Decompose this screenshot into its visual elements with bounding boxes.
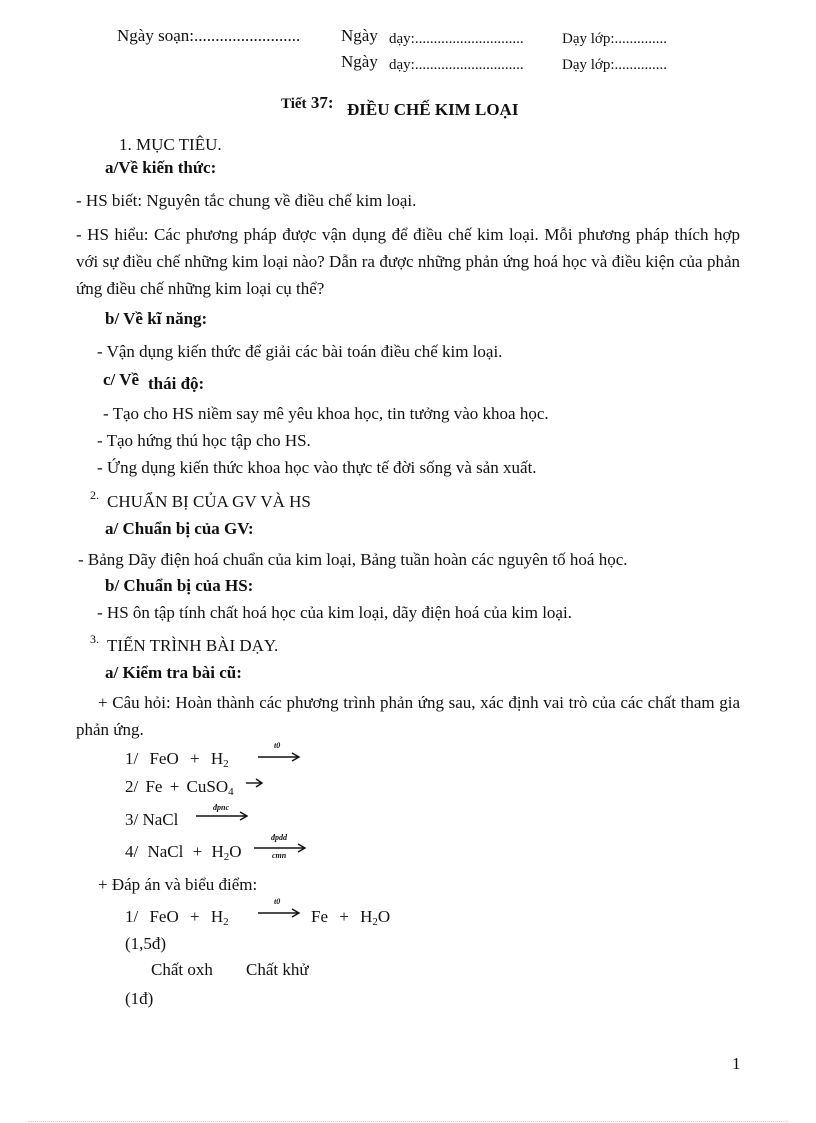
arrow-t0-2: t0 — [256, 899, 302, 919]
attitude-item-2: - Tạo hứng thú học tập cho HS. — [97, 431, 311, 450]
section-2-heading: CHUẨN BỊ CỦA GV VÀ HS — [107, 492, 311, 511]
question-text: + Câu hỏi: Hoàn thành các phương trình phản ứng sau, xác định vai trò của các chất tham gia phản ứng. — [76, 693, 740, 739]
section-1c-heading-a: c/ Về — [103, 370, 140, 389]
section-1c-heading-b: thái độ: — [148, 374, 205, 393]
page-number: 1 — [732, 1054, 741, 1073]
answer-heading: + Đáp án và biểu điểm: — [98, 875, 258, 894]
reductant-label: Chất khử — [246, 960, 309, 979]
section-2b-heading: b/ Chuẩn bị của HS: — [105, 576, 254, 595]
date-taught-label-2: Ngày — [341, 52, 378, 71]
equation-3: 3/ NaCl — [125, 810, 179, 829]
attitude-item-1: - Tạo cho HS niềm say mê yêu khoa học, tin tưởng vào khoa học. — [103, 404, 549, 423]
page-bottom-divider — [28, 1121, 788, 1122]
equation-2: 2/ Fe + CuSO$_4$ — [125, 777, 234, 798]
date-prepared: Ngày soạn:......................... — [117, 26, 301, 45]
teacher-prep-item: - Bảng Dãy điện hoá chuẩn của kim loại, Bảng tuần hoàn các nguyên tố hoá học. — [78, 550, 628, 569]
score-2: (1đ) — [125, 989, 154, 1008]
arrow-t0-1: t0 — [256, 743, 302, 763]
section-3a-heading: a/ Kiểm tra bài cũ: — [105, 663, 242, 682]
equation-1: 1/ FeO + $H_2$ — [125, 749, 229, 770]
section-3-number: 3. — [90, 632, 99, 646]
class-taught-2: Dạy lớp:.............. — [562, 57, 668, 73]
date-taught-label-1: Ngày — [341, 26, 378, 45]
section-3-heading: TIẾN TRÌNH BÀI DẠY. — [107, 636, 279, 655]
answer-equation-left: 1/ FeO + $H_2$ — [125, 907, 229, 928]
section-1a-heading: a/Về kiến thức: — [105, 158, 217, 177]
student-prep-item: - HS ôn tập tính chất hoá học của kim loại, dãy điện hoá của kim loại. — [97, 603, 572, 622]
answer-equation-right: $Fe + H_2O$ — [311, 907, 391, 928]
arrow-dpnc: đpnc — [194, 802, 252, 822]
lesson-number: Tiết 37: — [281, 93, 334, 112]
knowledge-know: - HS biết: Nguyên tắc chung về điều chế kim loại. — [76, 191, 417, 210]
arrow-2 — [244, 775, 266, 791]
class-taught-1: Dạy lớp:.............. — [562, 31, 668, 47]
date-taught-dots-1: dạy:............................. — [389, 31, 524, 47]
skill-item: - Vận dụng kiến thức để giải các bài toán điều chế kim loại. — [97, 342, 503, 361]
equation-4: 4/ NaCl + $H_2O$ — [125, 842, 242, 863]
section-2a-heading: a/ Chuẩn bị của GV: — [105, 519, 254, 538]
arrow-dpdd: đpdd cmn — [252, 832, 310, 854]
lesson-title: ĐIỀU CHẾ KIM LOẠI — [347, 100, 519, 119]
score-1: (1,5đ) — [125, 934, 167, 953]
date-taught-dots-2: dạy:............................. — [389, 57, 524, 73]
knowledge-understand: - HS hiểu: Các phương pháp được vận dụng để điều chế kim loại. Mỗi phương pháp thích hợp với sự điều chế những kim loại nào? Dẫn ra được những phản ứng hoá học và điều kiện của phản ứng điều chế những kim loại cụ thể? — [76, 225, 740, 298]
section-2-number: 2. — [90, 488, 99, 502]
section-1b-heading: b/ Về kĩ năng: — [105, 309, 208, 328]
section-1-heading: 1. MỤC TIÊU. — [119, 135, 222, 154]
attitude-item-3: - Ứng dụng kiến thức khoa học vào thực tế đời sống và sản xuất. — [97, 458, 537, 477]
oxidant-label: Chất oxh — [151, 960, 213, 979]
